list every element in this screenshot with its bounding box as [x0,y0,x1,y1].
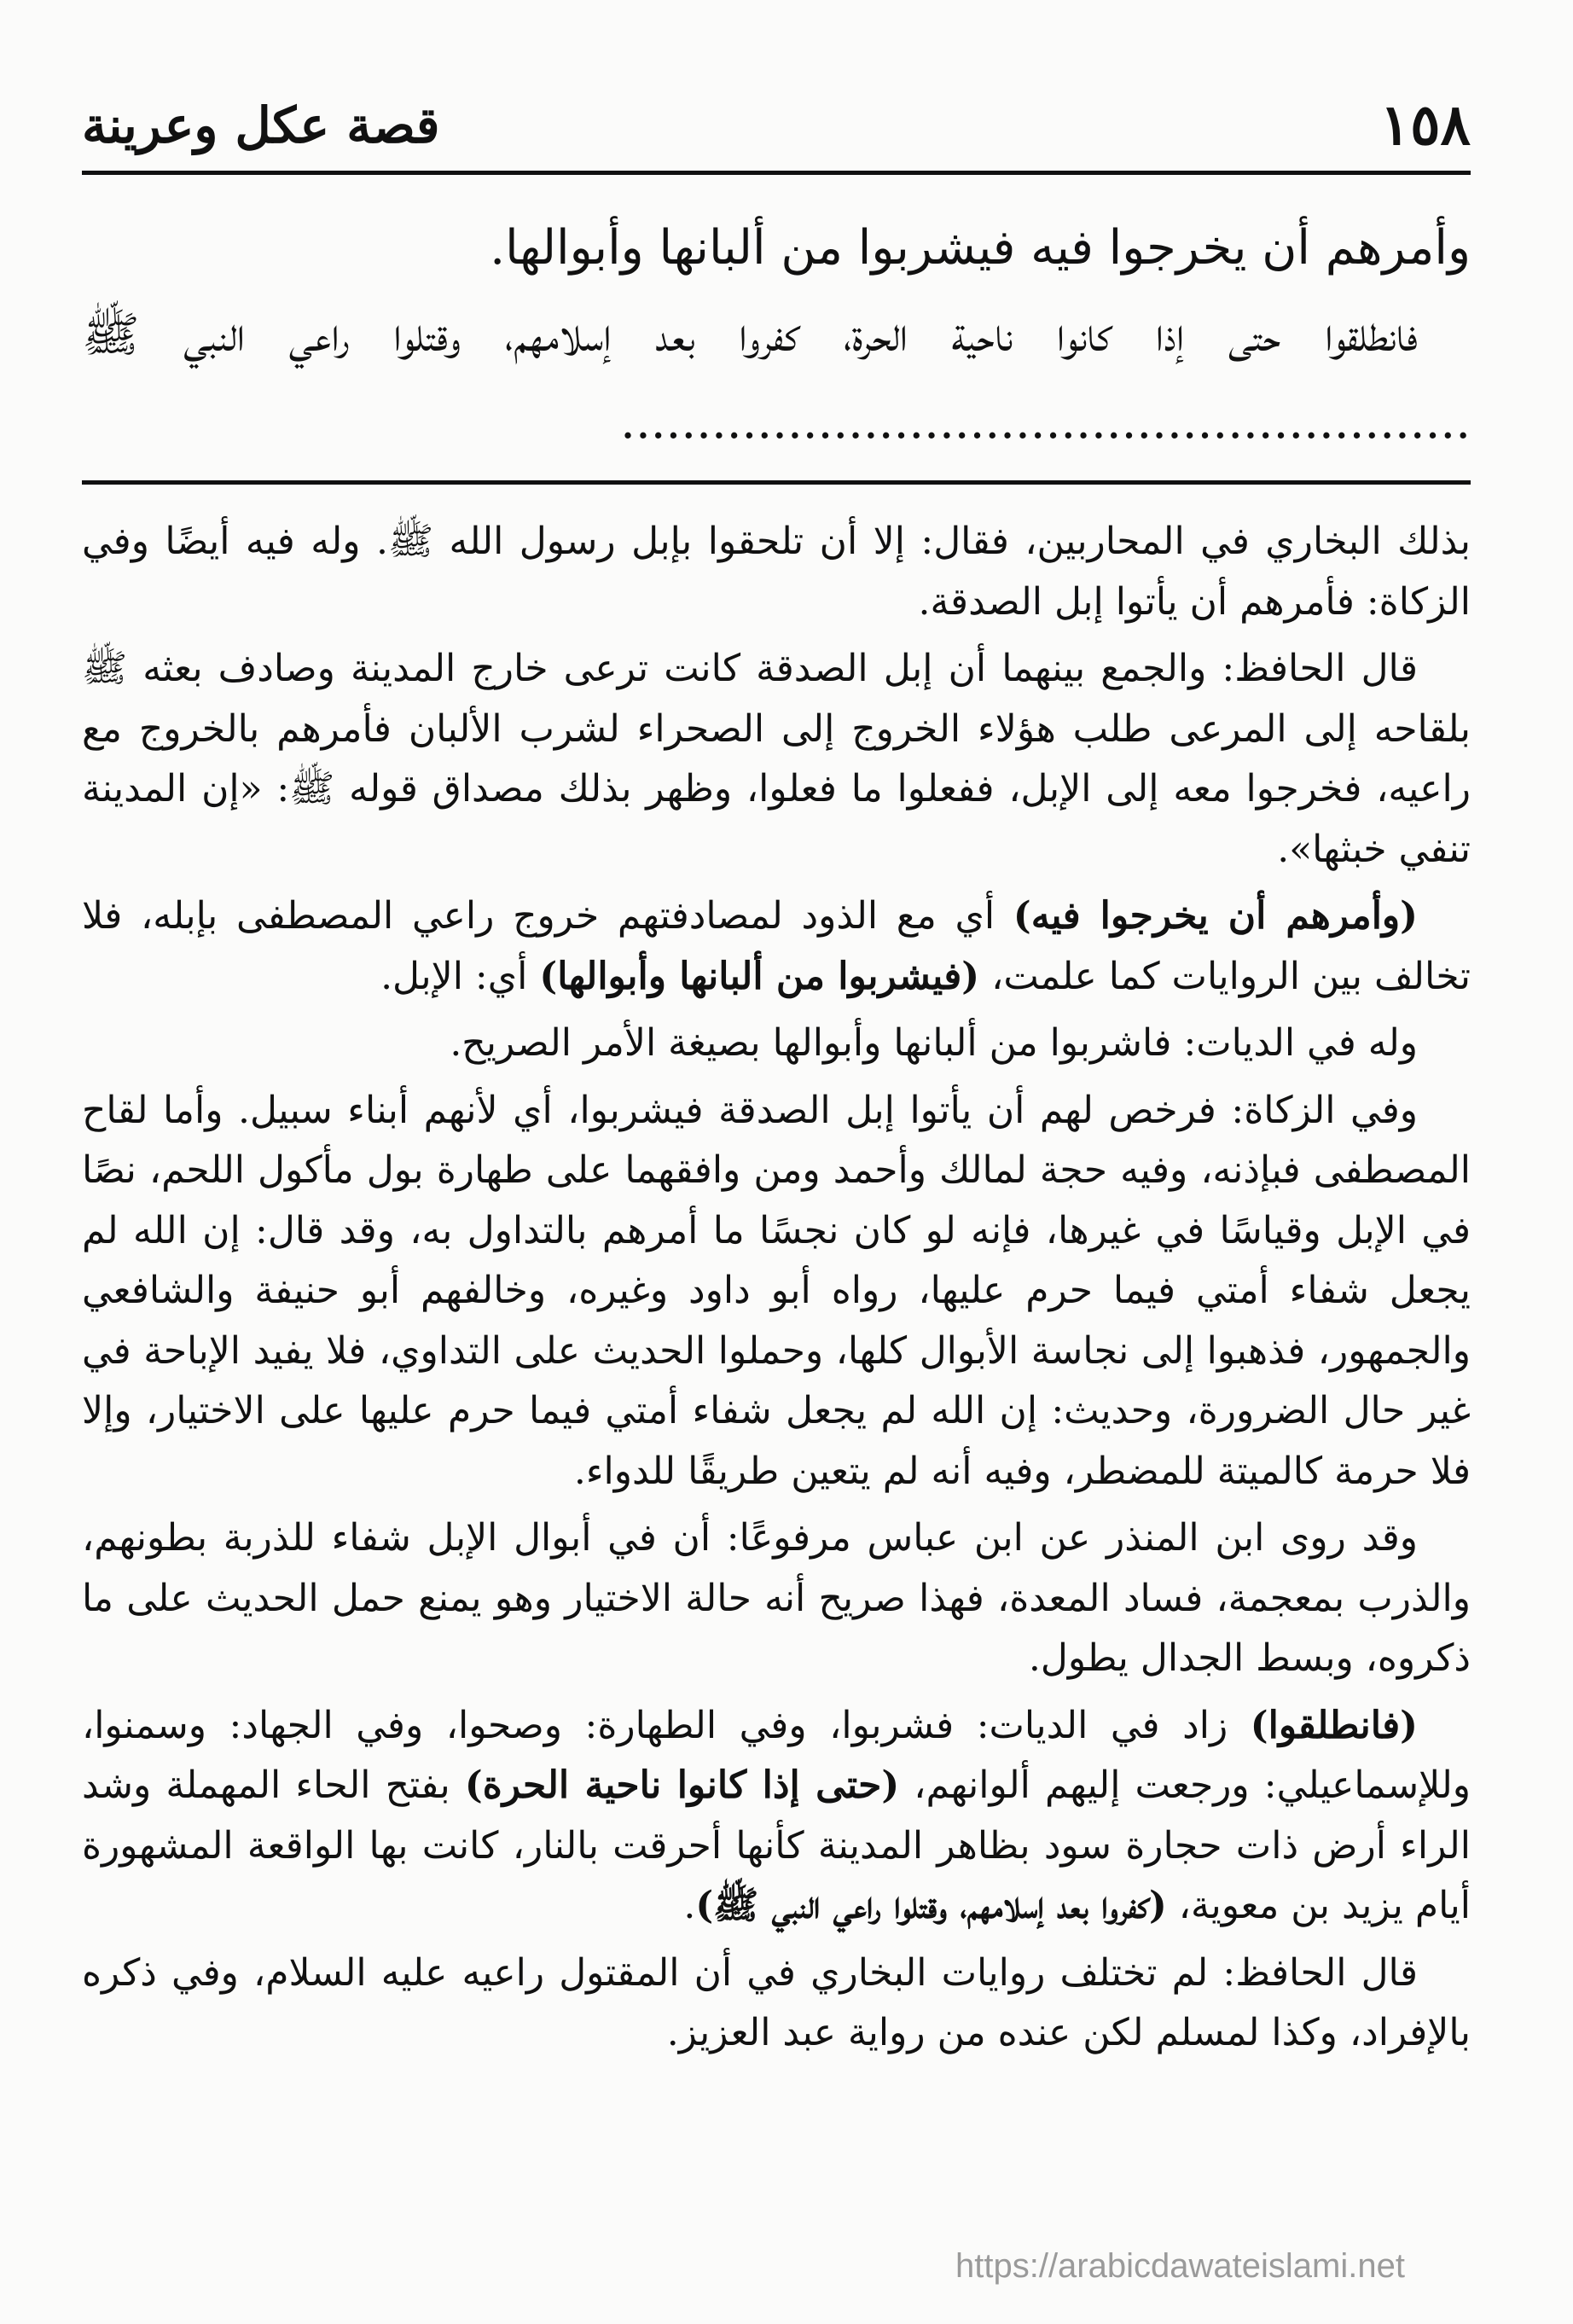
commentary-paragraph: قال الحافظ: لم تختلف روايات البخاري في أن المقتول راعيه عليه السلام، وفي ذكره بالإفراد، وكذا لمسلم لكن عنده من رواية عبد العزيز. [82,1950,1471,2054]
commentary-paragraph: قال الحافظ: والجمع بينهما أن إبل الصدقة كانت ترعى خارج المدينة وصادف بعثه ﷺ بلقاحه إلى المرعى طلب هؤلاء الخروج إلى الصحراء لشرب الألبان فأمرهم بالخروج مع راعيه، فخرجوا معه إلى الإبل، ففعلوا ما فعلوا، وظهر بذلك مصداق قوله ﷺ: «إن المدينة تنفي خبثها». [82,647,1471,871]
commentary [82,512,1471,2071]
commentary-paragraph [82,886,1471,1007]
source-watermark: https://arabicdawateislami.net [955,2247,1405,2285]
commentary-text: بفتح الحاء المهملة وشد الراء أرض ذات حجارة سود بظاهر المدينة كأنها أحرقت بالنار، كانت بها الواقعة المشهورة أيام يزيد بن معوية، [82,1763,1471,1927]
quoted-matn: (حتى إذا كانوا ناحية الحرة) [464,1763,900,1807]
page-header [82,81,1471,175]
page-number: ١٥٨ [1379,91,1471,158]
hadith-text [82,205,1471,466]
header-rule [82,171,1471,175]
hadith-line: وأمرهم أن يخرجوا فيه فيشربوا من ألبانها وأبوالها. [490,220,1471,276]
commentary-paragraph [82,1696,1471,1937]
commentary-text: . [683,1884,696,1927]
continuation-dots: ........................................................ [620,394,1471,450]
running-title: قصة عكل وعرينة [82,96,440,154]
commentary-text: أي: الإبل. [380,954,540,998]
commentary-text: زاد في الديات: فشربوا، وفي الطهارة: وصحوا، وفي الجهاد: وسمنوا، وللإسماعيلي: ورجعت إليهم ألوانهم، [82,1703,1471,1807]
commentary-paragraph: وله في الديات: فاشربوا من ألبانها وأبوالها بصيغة الأمر الصريح. [450,1021,1418,1065]
quoted-matn: (فيشربوا من ألبانها وأبوالها) [539,954,980,998]
commentary-paragraph: وقد روى ابن المنذر عن ابن عباس مرفوعًا: أن في أبوال الإبل شفاء للذربة بطونهم، والذرب بمعجمة، فساد المعدة، فهذا صريح أنه حالة الاختيار وهو يمنع حمل الحديث على ما ذكروه، وبسط الجدال يطول. [82,1516,1471,1680]
commentary-text: أي مع الذود لمصادفتهم خروج راعي المصطفى بإبله، فلا تخالف بين الروايات كما علمت، [82,894,1471,998]
quoted-matn: (كفروا بعد إسلامهم، وقتلوا راعي النبي ﷺ) [695,1884,1167,1927]
hadith-line-text: فانطلقوا حتى إذا كانوا ناحية الحرة، كفروا بعد إسلامهم، وقتلوا راعي النبي ﷺ [82,307,1418,363]
quoted-matn: (وأمرهم أن يخرجوا فيه) [1013,894,1418,938]
hadith-line [82,292,1471,466]
commentary-paragraph: وفي الزكاة: فرخص لهم أن يأتوا إبل الصدقة فيشربوا، أي لأنهم أبناء سبيل. وأما لقاح المصطفى فبإذنه، وفيه حجة لمالك وأحمد ومن وافقهما على طهارة بول مأكول اللحم، نصًا في الإبل وقياسًا في غيرها، فإنه لو كان نجسًا ما أمرهم بالتداول به، وقد قال: إن الله لم يجعل شفاء أمتي فيما حرم عليها، رواه أبو داود وغيره، وخالفهم أبو حنيفة والشافعي والجمهور، فذهبوا إلى نجاسة الأبوال كلها، وحملوا الحديث على التداوي، فلا يفيد الإباحة في غير حال الضرورة، وحديث: إن الله لم يجعل شفاء أمتي فيما حرم عليها على الاختيار، وإلا فلا حرمة كالميتة للمضطر، وفيه أنه لم يتعين طريقًا للدواء. [82,1088,1471,1493]
commentary-paragraph: بذلك البخاري في المحاربين، فقال: إلا أن تلحقوا بإبل رسول الله ﷺ. وله فيه أيضًا وفي الزكاة: فأمرهم أن يأتوا إبل الصدقة. [82,520,1471,624]
quoted-matn: (فانطلقوا) [1250,1703,1418,1747]
section-rule [82,480,1471,485]
